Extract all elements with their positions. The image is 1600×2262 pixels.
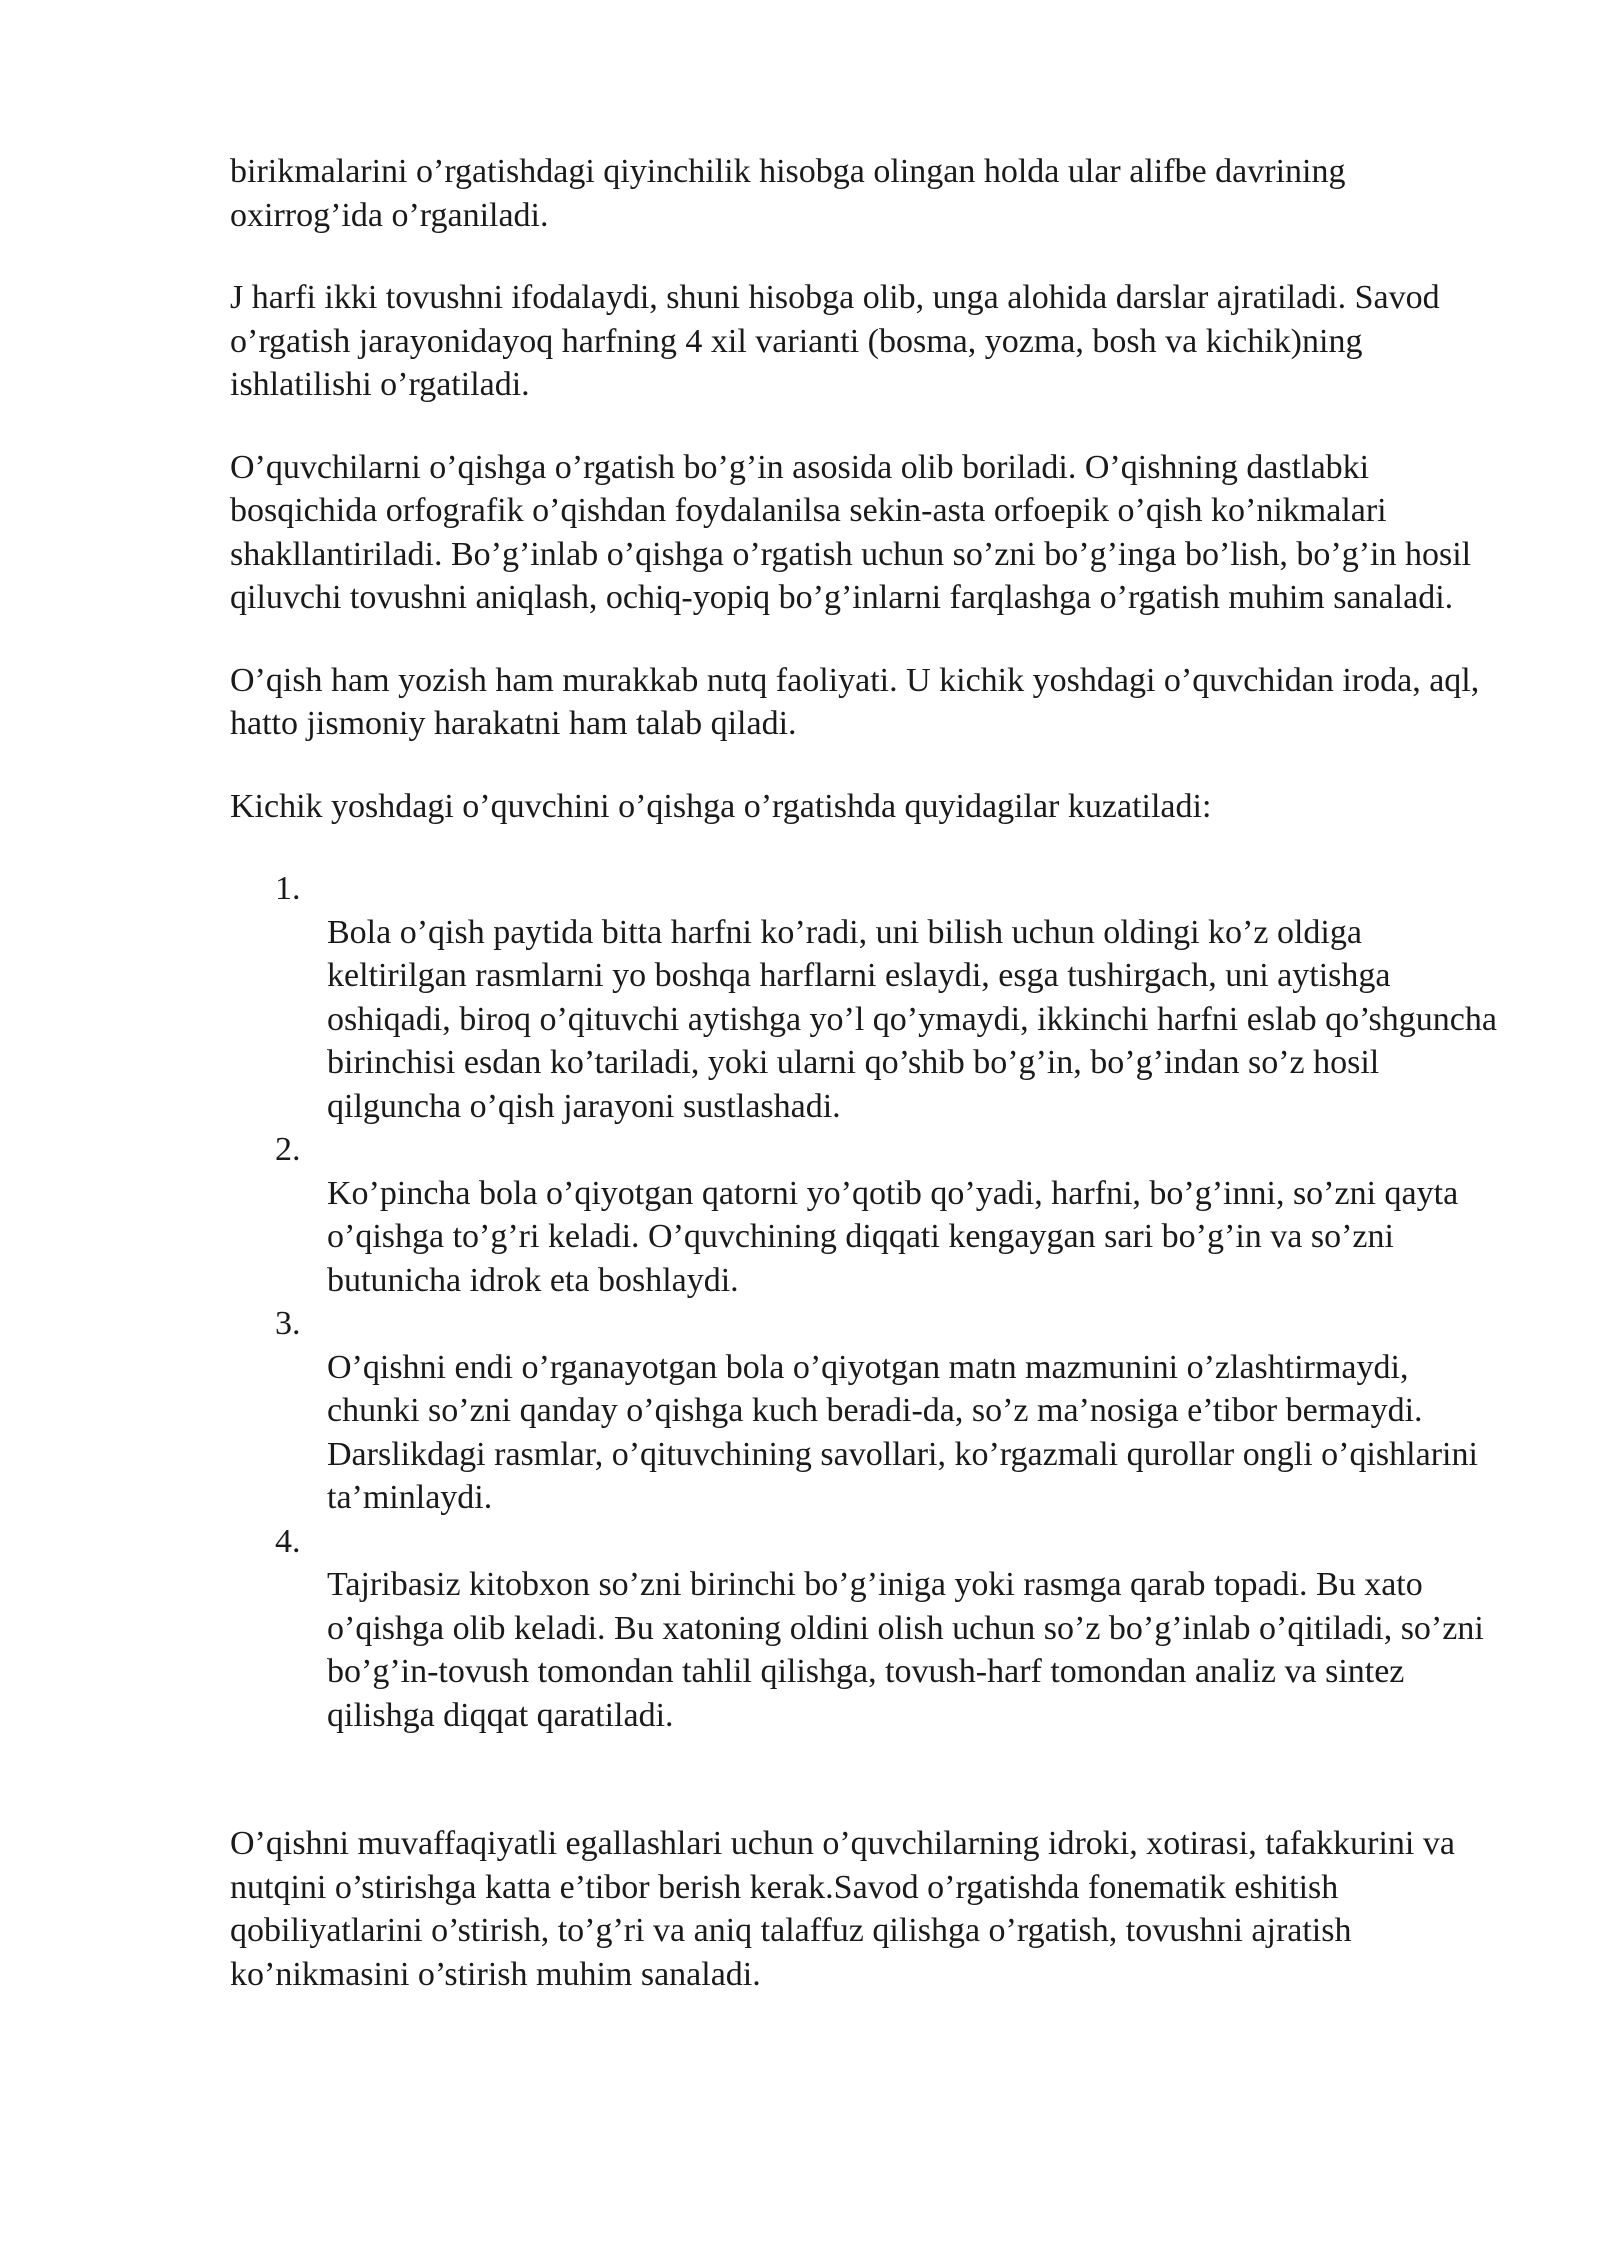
paragraph-reading-writing: O’qish ham yozish ham murakkab nutq faoliyati. U kichik yoshdagi o’quvchidan iroda, aql, hatto jismoniy harakatni ham talab qiladi. <box>230 661 1480 742</box>
list-item-text: O’qishni endi o’rganayotgan bola o’qiyotgan matn mazmunini o’zlashtirmaydi, chunki so’zni qanday o’qishga kuch beradi-da, so’z ma’nosiga e’tibor bermaydi. Darslikdagi rasmlar, o’qituvchining savollari, ko’rgazmali qurollar ongli o’qishlarini ta’minlaydi. <box>327 1348 1478 1516</box>
list-item <box>230 1302 1500 1520</box>
list-item-text: Bola o’qish paytida bitta harfni ko’radi, uni bilish uchun oldingi ko’z oldiga keltirilgan rasmlarni yo boshqa harflarni eslaydi, esga tushirgach, uni aytishga oshiqadi, biroq o’qituvchi aytishga yo’l qo’ymaydi, ikkinchi harfni eslab qo’shguncha birinchisi esdan ko’tariladi, yoki ularni qo’shib bo’g’in, bo’g’indan so’z hosil qilguncha o’qish jarayoni sustlashadi. <box>327 913 1497 1125</box>
paragraph-conclusion: O’qishni muvaffaqiyatli egallashlari uchun o’quvchilarning idroki, xotirasi, tafakkurini va nutqini o’stirishga katta e’tibor berish kerak.Savod o’rgatishda fonematik eshitish qobiliyatlarini o’stirish, to’g’ri va aniq talaffuz qilishga o’rgatish, tovushni ajratish ko’nikmasini o’stirish muhim sanaladi. <box>230 1825 1455 1993</box>
paragraph-list-intro: Kichik yoshdagi o’quvchini o’qishga o’rgatishda quyidagilar kuzatiladi: <box>230 787 1212 825</box>
list-item <box>230 1520 1500 1738</box>
list-item-number: 3. <box>275 1305 301 1342</box>
list-item <box>230 867 1500 1128</box>
document-page <box>230 150 1500 2035</box>
paragraph-intro-continuation: birikmalarini o’rgatishdagi qiyinchilik hisobga olingan holda ular alifbe davrining oxirrog’ida o’rganiladi. <box>230 153 1346 234</box>
paragraph-letter-j: J harfi ikki tovushni ifodalaydi, shuni hisobga olib, unga alohida darslar ajratiladi. Savod o’rgatish jarayonidayoq harfning 4 xil varianti (bosma, yozma, bosh va kichik)ning ishlatilishi o’rgatiladi. <box>230 279 1440 403</box>
list-item-text: Tajribasiz kitobxon so’zni birinchi bo’g’iniga yoki rasmga qarab topadi. Bu xato o’qishga olib keladi. Bu xatoning oldini olish uchun so’z bo’g’inlab o’qitiladi, so’zni bo’g’in-tovush tomondan tahlil qilishga, tovush-harf tomondan analiz va sintez qilishga diqqat qaratiladi. <box>327 1566 1484 1734</box>
list-item <box>230 1128 1500 1302</box>
list-item-text: Ko’pincha bola o’qiyotgan qatorni yo’qotib qo’yadi, harfni, bo’g’inni, so’zni qayta o’qishga to’g’ri keladi. O’quvchining diqqati kengaygan sari bo’g’in va so’zni butunicha idrok eta boshlaydi. <box>327 1174 1459 1299</box>
list-item-number: 2. <box>275 1131 301 1168</box>
paragraph-syllable-reading: O’quvchilarni o’qishga o’rgatish bo’g’in asosida olib boriladi. O’qishning dastlabki bosqichida orfografik o’qishdan foydalanilsa sekin-asta orfoepik o’qish ko’nikmalari shakllantiriladi. Bo’g’inlab o’qishga o’rgatish uchun so’zni bo’g’inga bo’lish, bo’g’in hosil qiluvchi tovushni aniqlash, ochiq-yopiq bo’g’inlarni farqlashga o’rgatish muhim sanaladi. <box>230 448 1472 616</box>
observations-list <box>230 867 1500 1737</box>
list-item-number: 1. <box>275 870 301 907</box>
list-item-number: 4. <box>275 1522 301 1560</box>
